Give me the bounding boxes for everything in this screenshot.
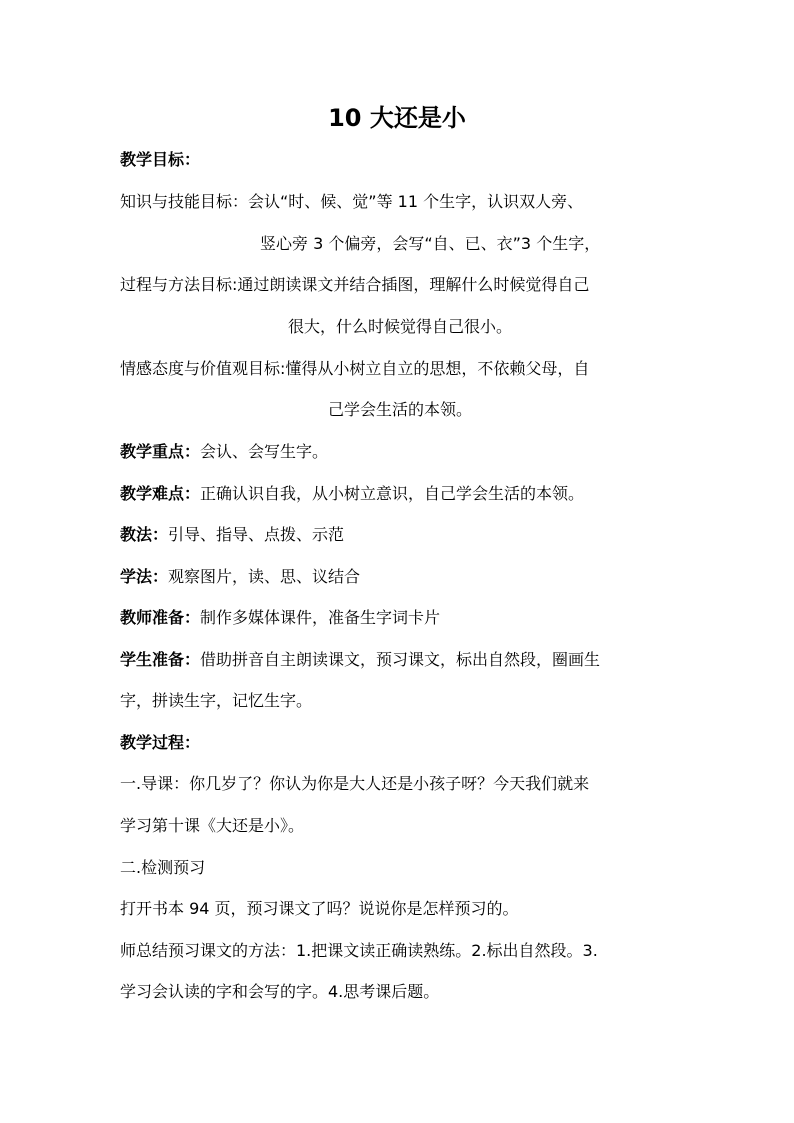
emotion-objective-line-2: 己学会生活的本领。 (327, 400, 472, 419)
difficulties-text: 正确认识自我，从小树立意识，自己学会生活的本领。 (200, 484, 585, 503)
knowledge-objective-line-1 (120, 190, 680, 214)
difficulties-label: 教学难点： (120, 484, 201, 503)
teacher-preparation (120, 606, 680, 630)
key-points-label: 教学重点： (120, 442, 201, 461)
teaching-methods-label: 教法： (120, 525, 169, 544)
page-title: 10 大还是小 (328, 104, 466, 132)
knowledge-objective-text-1: 会认“时、候、觉”等 11 个生字，认识双人旁、 (248, 192, 584, 211)
student-preparation-line-2: 字，拼读生字，记忆生字。 (120, 691, 313, 710)
student-preparation-line-1 (120, 648, 680, 672)
study-methods-label: 学法： (120, 567, 169, 586)
emotion-objective-label: 情感态度与价值观目标: (120, 359, 286, 378)
emotion-objective-line-1 (120, 357, 680, 381)
step2-line-1: 打开书本 94 页，预习课文了吗？说说你是怎样预习的。 (120, 899, 519, 918)
step2-line-3: 学习会认读的字和会写的字。4.思考课后题。 (120, 982, 440, 1001)
step2-heading: 二.检测预习 (120, 858, 206, 877)
process-objective-line-2: 很大，什么时候觉得自己很小。 (287, 317, 512, 336)
teaching-methods-text: 引导、指导、点拨、示范 (168, 525, 345, 544)
teacher-preparation-text: 制作多媒体课件，准备生字词卡片 (200, 608, 441, 627)
key-points (120, 440, 680, 464)
student-preparation-text-1: 借助拼音自主朗读课文，预习课文，标出自然段，圈画生 (200, 650, 601, 669)
knowledge-objective-label: 知识与技能目标： (120, 192, 249, 211)
process-objective-line-1 (120, 273, 680, 297)
knowledge-objective-line-2: 竖心旁 3 个偏旁，会写“自、已、衣”3 个生字， (260, 234, 601, 253)
process-heading: 教学过程： (120, 733, 201, 752)
step1-line-2: 学习第十课《大还是小》。 (120, 816, 305, 835)
study-methods (120, 565, 680, 589)
emotion-objective-text-1: 懂得从小树立自立的思想，不依赖父母，自 (285, 359, 590, 378)
teaching-methods (120, 523, 680, 547)
key-points-text: 会认、会写生字。 (200, 442, 329, 461)
step1-line-1: 一.导课：你几岁了？你认为你是大人还是小孩子呀？今天我们就来 (120, 774, 590, 793)
student-preparation-label: 学生准备： (120, 650, 201, 669)
process-objective-label: 过程与方法目标: (120, 275, 238, 294)
teacher-preparation-label: 教师准备： (120, 608, 201, 627)
difficulties (120, 482, 680, 506)
objectives-heading: 教学目标： (120, 150, 201, 169)
process-objective-text-1: 通过朗读课文并结合插图，理解什么时候觉得自己 (237, 275, 590, 294)
study-methods-text: 观察图片，读、思、议结合 (168, 567, 361, 586)
step2-line-2: 师总结预习课文的方法：1.把课文读正确读熟练。2.标出自然段。3. (120, 941, 598, 960)
